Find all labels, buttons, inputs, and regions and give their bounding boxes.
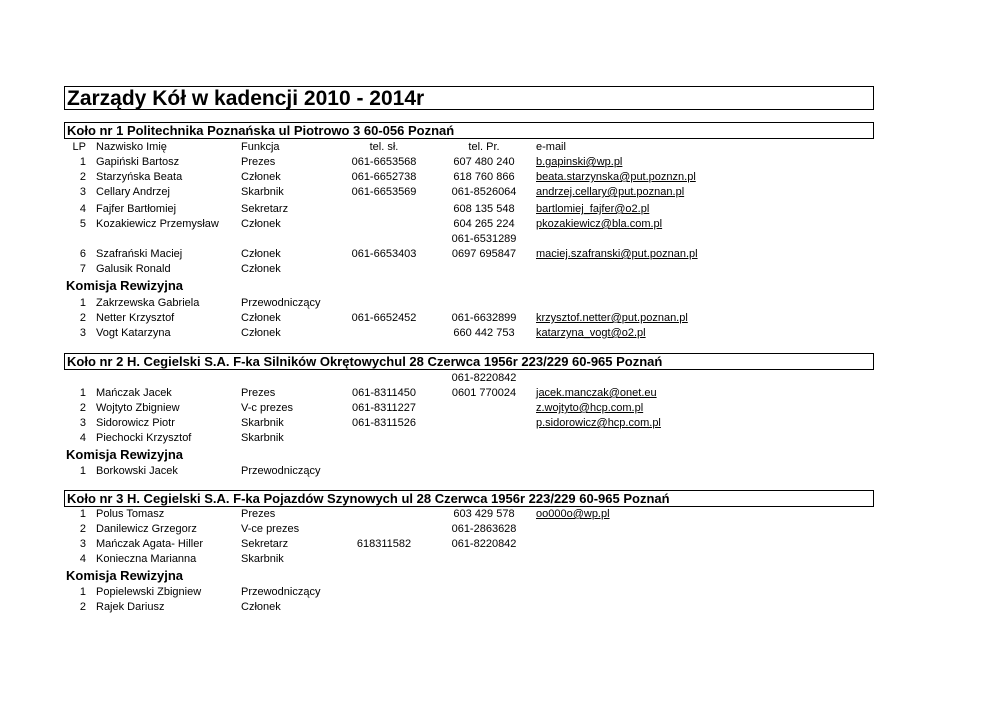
table-row — [0, 232, 992, 246]
cell-telp: 607 480 240 — [453, 156, 515, 168]
cell-lp: 1 — [79, 586, 86, 598]
cell-lp: 6 — [79, 248, 86, 260]
cell-name: Netter Krzysztof — [96, 312, 175, 324]
cell-lp: 2 — [79, 312, 86, 324]
cell-lp: 2 — [79, 402, 86, 414]
cell-name: Sidorowicz Piotr — [96, 417, 175, 429]
cell-func: Przewodniczący — [241, 586, 321, 598]
cell-name: Galusik Ronald — [96, 263, 171, 275]
table-row — [0, 217, 992, 231]
cell-lp: 1 — [79, 465, 86, 477]
table-row — [0, 585, 992, 599]
cell-telp: 061-8526064 — [451, 186, 517, 198]
table-row — [0, 202, 992, 216]
table-row — [0, 386, 992, 400]
cell-tel: 061-6653569 — [351, 186, 417, 198]
cell-func: Skarbnik — [241, 186, 284, 198]
cell-lp: 3 — [79, 538, 86, 550]
section-title: Koło nr 3 H. Cegielski S.A. F-ka Pojazdów Szynowych ul 28 Czerwca 1956r 223/229 60-965 Poznań — [67, 491, 670, 506]
table-row — [0, 185, 992, 199]
cell-name: Mańczak Agata- Hiller — [96, 538, 203, 550]
header-mail: e-mail — [536, 141, 566, 153]
cell-name: Konieczna Marianna — [96, 553, 197, 565]
table-row — [0, 464, 992, 478]
cell-telp: 604 265 224 — [453, 218, 515, 230]
cell-name: Mańczak Jacek — [96, 387, 172, 399]
cell-lp: 2 — [79, 523, 86, 535]
cell-func: Członek — [241, 248, 281, 260]
cell-func: Członek — [241, 263, 281, 275]
email-link[interactable]: jacek.manczak@onet.eu — [536, 387, 657, 399]
cell-func: Członek — [241, 218, 281, 230]
section-title-box — [64, 490, 874, 507]
cell-telp: 061-6632899 — [451, 312, 517, 324]
table-row — [0, 600, 992, 614]
email-link[interactable]: oo000o@wp.pl — [536, 508, 610, 520]
header-name: Nazwisko Imię — [96, 141, 167, 153]
cell-lp: 1 — [79, 508, 86, 520]
cell-telp: 061-8220842 — [451, 538, 517, 550]
column-header-row — [0, 140, 992, 154]
table-row — [0, 262, 992, 276]
cell-lp: 1 — [79, 387, 86, 399]
table-row — [0, 155, 992, 169]
table-row — [0, 326, 992, 340]
table-row — [0, 507, 992, 521]
email-link[interactable]: andrzej.cellary@put.poznan.pl — [536, 186, 685, 198]
cell-name: Vogt Katarzyna — [96, 327, 171, 339]
cell-name: Polus Tomasz — [96, 508, 165, 520]
email-link[interactable]: bartlomiej_fajfer@o2.pl — [536, 203, 650, 215]
cell-lp: 7 — [79, 263, 86, 275]
section-title-box — [64, 122, 874, 139]
cell-func: Członek — [241, 171, 281, 183]
table-row — [0, 552, 992, 566]
cell-name: Borkowski Jacek — [96, 465, 178, 477]
cell-func: Skarbnik — [241, 417, 284, 429]
cell-lp: 1 — [79, 297, 86, 309]
header-telp: tel. Pr. — [468, 141, 500, 153]
cell-tel: 061-6653403 — [351, 248, 417, 260]
table-row — [0, 170, 992, 184]
table-row — [0, 311, 992, 325]
section-title: Koło nr 1 Politechnika Poznańska ul Piotrowo 3 60-056 Poznań — [67, 123, 455, 138]
cell-tel: 618311582 — [356, 538, 412, 550]
cell-name: Popielewski Zbigniew — [96, 586, 202, 598]
cell-telp: 608 135 548 — [453, 203, 515, 215]
cell-telp: 603 429 578 — [453, 508, 515, 520]
cell-lp: 1 — [79, 156, 86, 168]
cell-func: Prezes — [241, 387, 276, 399]
cell-name: Wojtyto Zbigniew — [96, 402, 180, 414]
table-row — [0, 296, 992, 310]
cell-func: V-ce prezes — [241, 523, 300, 535]
cell-func: Członek — [241, 312, 281, 324]
cell-func: Skarbnik — [241, 432, 284, 444]
header-func: Funkcja — [241, 141, 280, 153]
cell-name: Starzyńska Beata — [96, 171, 183, 183]
cell-lp: 4 — [79, 203, 86, 215]
cell-func: V-c prezes — [241, 402, 293, 414]
cell-lp: 3 — [79, 417, 86, 429]
cell-func: Członek — [241, 327, 281, 339]
document-title: Zarządy Kół w kadencji 2010 - 2014r — [67, 87, 425, 110]
cell-name: Cellary Andrzej — [96, 186, 170, 198]
section-title: Koło nr 2 H. Cegielski S.A. F-ka Silników Okrętowychul 28 Czerwca 1956r 223/229 60-965 Poznań — [67, 354, 663, 369]
table-row — [0, 537, 992, 551]
cell-func: Prezes — [241, 156, 276, 168]
header-lp: LP — [72, 141, 86, 153]
cell-lp: 4 — [79, 553, 86, 565]
table-row — [0, 371, 992, 385]
email-link[interactable]: pkozakiewicz@bla.com.pl — [536, 218, 663, 230]
cell-tel: 061-6653568 — [351, 156, 417, 168]
header-tel: tel. sł. — [369, 141, 399, 153]
cell-func: Członek — [241, 601, 281, 613]
cell-func: Przewodniczący — [241, 465, 321, 477]
cell-tel: 061-8311227 — [351, 402, 417, 414]
email-link[interactable]: p.sidorowicz@hcp.com.pl — [536, 417, 661, 429]
komisja-heading: Komisja Rewizyjna — [66, 278, 184, 293]
cell-telp: 0601 770024 — [451, 387, 517, 399]
cell-lp: 2 — [79, 171, 86, 183]
cell-telp: 061-6531289 — [451, 233, 517, 245]
table-row — [0, 247, 992, 261]
section-title-box — [64, 353, 874, 370]
email-link[interactable]: maciej.szafranski@put.poznan.pl — [536, 248, 698, 260]
cell-lp: 3 — [79, 186, 86, 198]
cell-name: Fajfer Bartłomiej — [96, 203, 177, 215]
cell-name: Kozakiewicz Przemysław — [96, 218, 219, 230]
cell-name: Danilewicz Grzegorz — [96, 523, 197, 535]
cell-lp: 5 — [79, 218, 86, 230]
cell-lp: 4 — [79, 432, 86, 444]
cell-tel: 061-6652452 — [351, 312, 417, 324]
cell-lp: 2 — [79, 601, 86, 613]
cell-telp: 0697 695847 — [451, 248, 517, 260]
cell-telp: 618 760 866 — [453, 171, 515, 183]
cell-name: Zakrzewska Gabriela — [96, 297, 200, 309]
cell-func: Prezes — [241, 508, 276, 520]
cell-name: Szafrański Maciej — [96, 248, 183, 260]
table-row — [0, 416, 992, 430]
email-link[interactable]: beata.starzynska@put.poznzn.pl — [536, 171, 696, 183]
cell-name: Piechocki Krzysztof — [96, 432, 192, 444]
table-row — [0, 431, 992, 445]
cell-tel: 061-8311526 — [351, 417, 417, 429]
cell-lp: 3 — [79, 327, 86, 339]
komisja-heading: Komisja Rewizyjna — [66, 447, 184, 462]
document-title-box — [64, 86, 874, 110]
cell-telp: 061-2863628 — [451, 523, 517, 535]
email-link[interactable]: katarzyna_vogt@o2.pl — [536, 327, 646, 339]
cell-func: Skarbnik — [241, 553, 284, 565]
cell-telp: 660 442 753 — [453, 327, 515, 339]
cell-tel: 061-6652738 — [351, 171, 417, 183]
cell-func: Przewodniczący — [241, 297, 321, 309]
cell-func: Sekretarz — [241, 203, 289, 215]
cell-name: Gapiński Bartosz — [96, 156, 180, 168]
table-row — [0, 401, 992, 415]
komisja-heading: Komisja Rewizyjna — [66, 568, 184, 583]
cell-name: Rajek Dariusz — [96, 601, 165, 613]
email-link[interactable]: krzysztof.netter@put.poznan.pl — [536, 312, 688, 324]
cell-func: Sekretarz — [241, 538, 289, 550]
email-link[interactable]: z.wojtyto@hcp.com.pl — [536, 402, 644, 414]
table-row — [0, 522, 992, 536]
cell-telp: 061-8220842 — [451, 372, 517, 384]
email-link[interactable]: b.gapinski@wp.pl — [536, 156, 623, 168]
cell-tel: 061-8311450 — [351, 387, 417, 399]
